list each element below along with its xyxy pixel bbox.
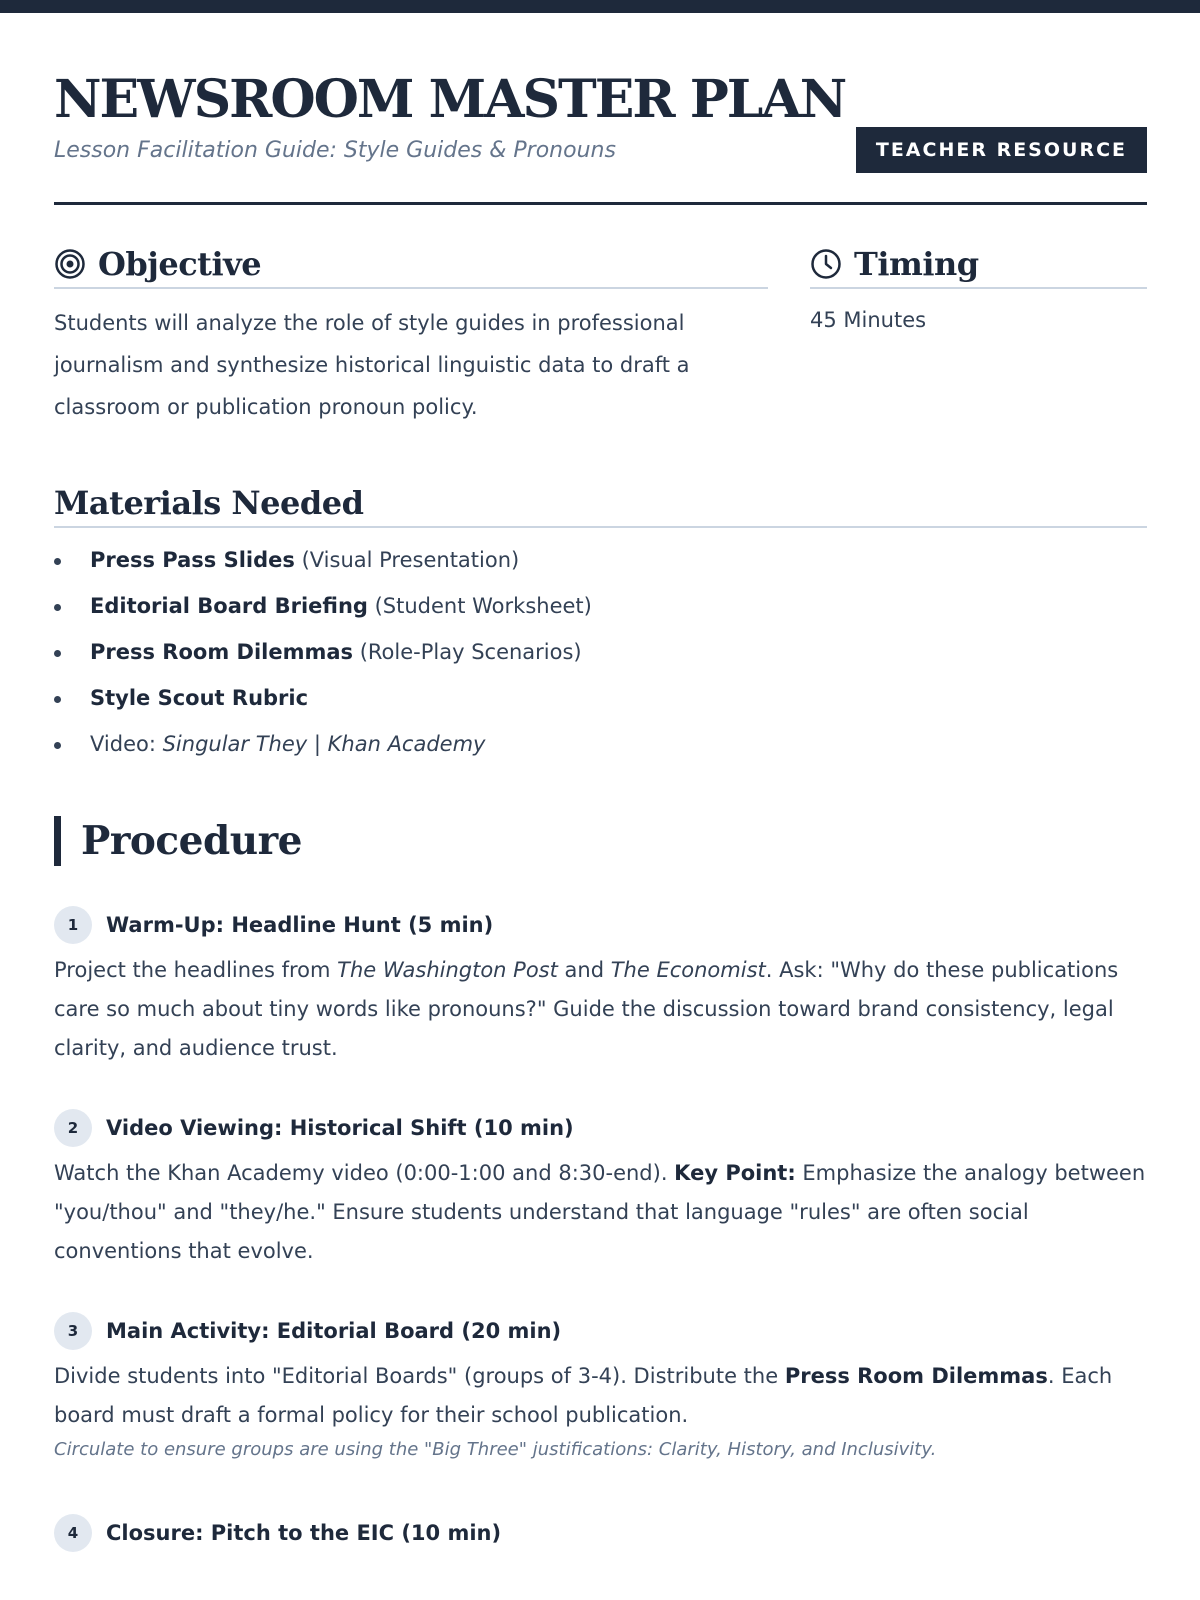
page-header — [54, 70, 1147, 205]
publication-name: The Washington Post — [337, 958, 558, 982]
list-item — [54, 541, 592, 587]
step-number: 1 — [54, 906, 92, 944]
material-prefix: Video: — [90, 732, 163, 756]
material-type: (Visual Presentation) — [294, 548, 520, 572]
teacher-resource-badge: TEACHER RESOURCE — [856, 127, 1147, 173]
procedure-step-2 — [54, 1108, 1147, 1271]
materials-title: Materials Needed — [54, 484, 364, 522]
step-number: 2 — [54, 1109, 92, 1147]
step-title: Closure: Pitch to the EIC (10 min) — [106, 1521, 502, 1545]
procedure-title: Procedure — [81, 818, 302, 864]
step-header — [54, 905, 1147, 945]
material-name: Editorial Board Briefing — [90, 594, 368, 618]
step-header — [54, 1513, 1147, 1553]
timing-text: 45 Minutes — [810, 308, 927, 332]
target-icon — [54, 248, 86, 280]
step-text: Watch the Khan Academy video (0:00-1:00 and 8:30-end). — [54, 1161, 675, 1185]
step-text: Divide students into "Editorial Boards" (groups of 3-4). Distribute the — [54, 1364, 785, 1388]
step-text: Emphasize the analogy between "you/thou" and "they/he." Ensure students understand that language "rules" are often social conventions that evolve. — [54, 1161, 1146, 1263]
step-text: . Each board must draft a formal policy for their school publication. — [54, 1364, 1113, 1427]
step-header — [54, 1311, 1147, 1351]
key-point-label: Key Point: — [674, 1161, 796, 1185]
objective-title: Objective — [98, 245, 262, 283]
material-name: Press Room Dilemmas — [90, 640, 354, 664]
step-text: Project the headlines from — [54, 958, 338, 982]
step-number: 4 — [54, 1514, 92, 1552]
timing-title: Timing — [854, 245, 979, 283]
step-title: Warm-Up: Headline Hunt (5 min) — [106, 913, 494, 937]
step-description — [54, 1357, 1147, 1435]
objective-text: Students will analyze the role of style guides in professional journalism and synthesize historical linguistic data to draft a classroom or publication pronoun policy. — [54, 311, 690, 419]
objective-heading — [54, 245, 768, 289]
list-item — [54, 725, 592, 771]
timing-heading — [810, 245, 1147, 289]
material-type: (Student Worksheet) — [367, 594, 592, 618]
clock-icon — [810, 248, 842, 280]
step-text: . Ask: "Why do these publications care so much about tiny words like pronouns?" Guide the discussion toward brand consistency, legal clarity, and audience trust. — [54, 958, 1119, 1060]
materials-heading — [54, 484, 1147, 528]
procedure-heading — [54, 816, 302, 866]
step-text: and — [557, 958, 611, 982]
step-description — [54, 1154, 1147, 1271]
procedure-step-1 — [54, 905, 1147, 1068]
step-description — [54, 951, 1147, 1068]
video-title: Singular They | Khan Academy — [162, 732, 486, 756]
materials-list — [54, 541, 592, 771]
material-reference: Press Room Dilemmas — [784, 1364, 1048, 1388]
material-name: Style Scout Rubric — [90, 686, 309, 710]
step-title: Main Activity: Editorial Board (20 min) — [106, 1319, 562, 1343]
procedure-step-4 — [54, 1513, 1147, 1553]
step-title: Video Viewing: Historical Shift (10 min) — [106, 1116, 574, 1140]
page-subtitle: Lesson Facilitation Guide: Style Guides & Pronouns — [54, 138, 616, 163]
list-item — [54, 633, 592, 679]
material-name: Press Pass Slides — [90, 548, 295, 572]
facilitator-note: Circulate to ensure groups are using the "Big Three" justifications: Clarity, History, and Inclusivity. — [54, 1439, 937, 1460]
list-item — [54, 679, 592, 725]
page-title: NEWSROOM MASTER PLAN — [54, 69, 846, 130]
publication-name: The Economist — [610, 958, 766, 982]
step-number: 3 — [54, 1312, 92, 1350]
list-item — [54, 587, 592, 633]
material-type: (Role-Play Scenarios) — [353, 640, 582, 664]
top-accent-bar — [0, 0, 1200, 13]
procedure-step-3 — [54, 1311, 1147, 1460]
step-header — [54, 1108, 1147, 1148]
